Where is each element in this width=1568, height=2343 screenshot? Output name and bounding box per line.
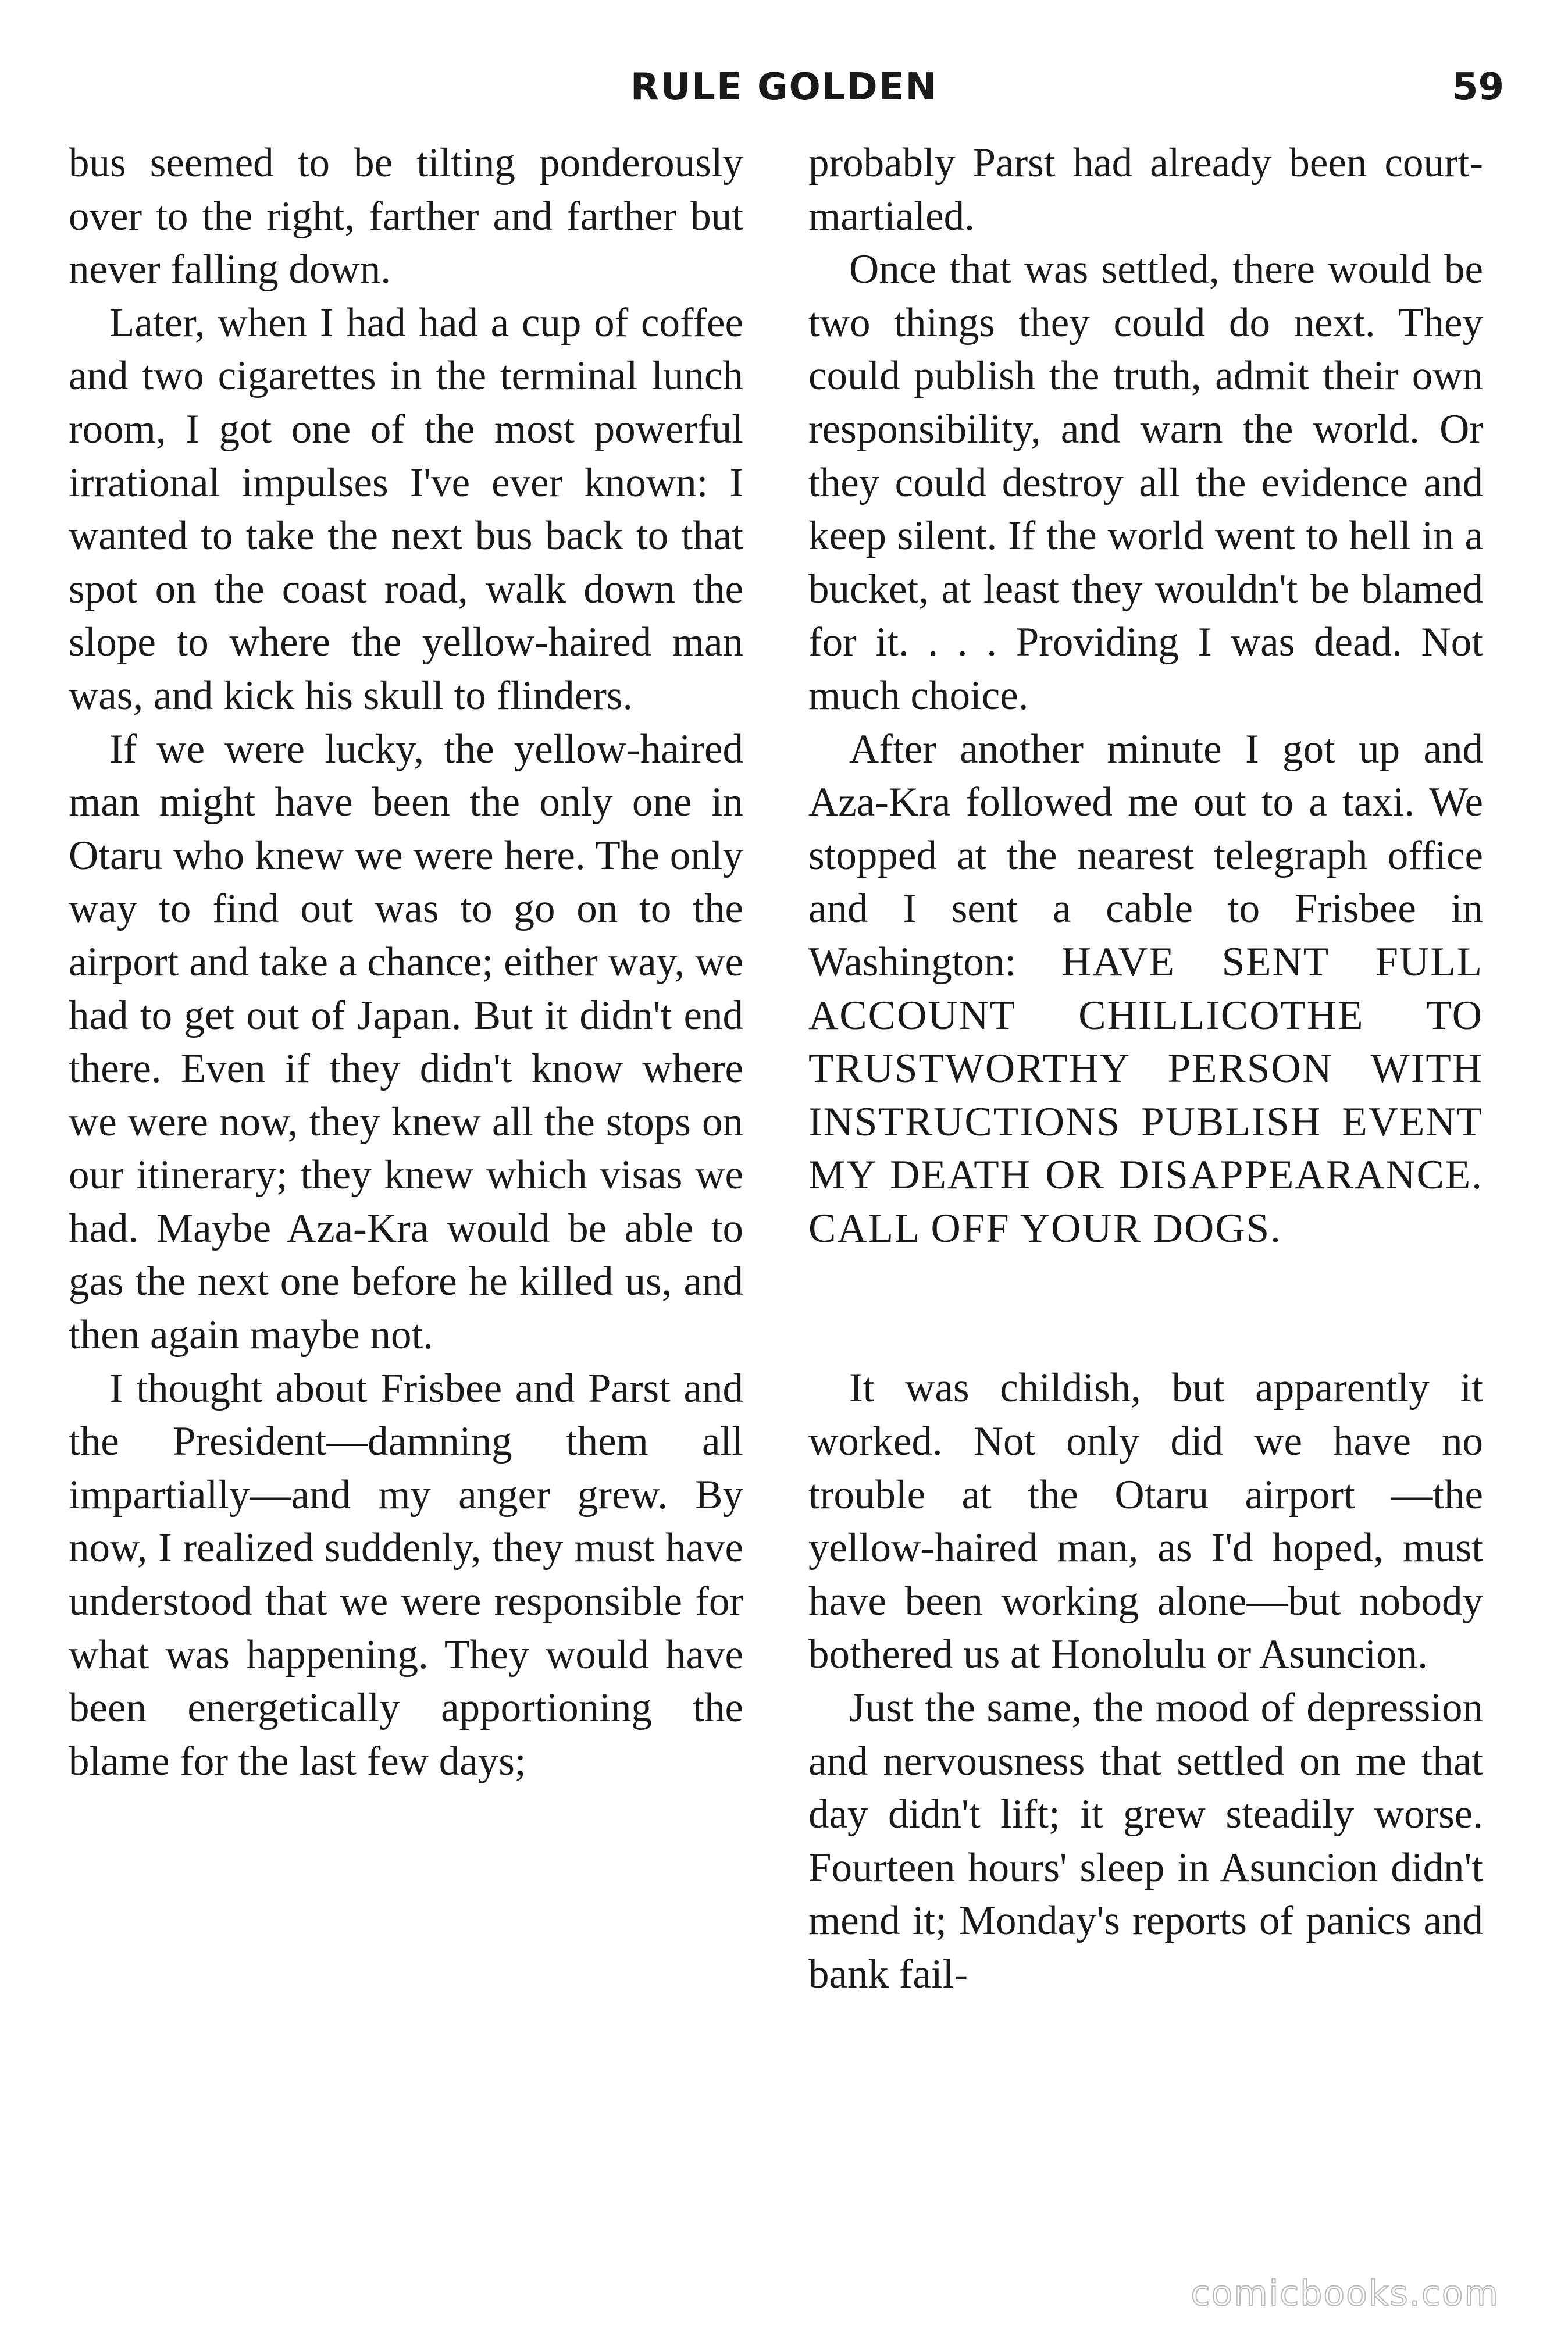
section-break [808,1255,1483,1362]
paragraph: bus seemed to be tilting ponderously over to the right, farther and farther but never falling down. [69,140,743,293]
page-header [64,61,1504,116]
watermark: comicbooks.com [1191,2273,1499,2314]
page-number: 59 [1452,66,1504,109]
left-column [69,137,743,1788]
paragraph: It was childish, but apparently it worked. Not only did we have no trouble at the Otaru airport —the yellow-haired man, as I'd hoped, must have been working alone—but nobody bothered us at Honolulu or Asuncion. [808,1365,1483,1678]
paragraph: probably Parst had already been court-martialed. [808,140,1483,239]
paragraph: Later, when I had had a cup of coffee and two cigarettes in the terminal lunch room, I got one of the most powerful irrational impulses I've ever known: I wanted to take the next bus back to that spot on the coast road, walk down the slope to where the yellow-haired man was, and kick his skull to flinders. [69,300,743,718]
paragraph [808,723,1483,1256]
paragraph: If we were lucky, the yellow-haired man might have been the only one in Otaru who knew we were here. The only way to find out was to go on to the airport and take a chance; either way, we had to get out of Japan. But it didn't end there. Even if they didn't know where we were now, they knew all the stops on our itinerary; they knew which visas we had. Maybe Aza-Kra would be able to gas the next one before he killed us, and then again maybe not. [69,726,743,1358]
right-column [808,137,1483,2002]
cable-text: HAVE SENT FULL ACCOUNT CHILLICOTHE TO TRUSTWORTHY PERSON WITH INSTRUCTIONS PUBLISH EVENT MY DEATH OR DISAPPEARANCE. CALL OFF YOUR DOGS. [808,939,1484,1251]
running-head: RULE GOLDEN [630,66,938,109]
paragraph: I thought about Frisbee and Parst and the President—damning them all impartially—and my anger grew. By now, I realized suddenly, they must have understood that we were responsible for what was happening. They would have been energetically apportioning the blame for the last few days; [69,1365,743,1784]
paragraph-text: After another minute I got up and Aza-Kra followed me out to a taxi. We stopped at the nearest telegraph office and I sent a cable to Frisbee in Washington: [808,726,1483,985]
paragraph: Once that was settled, there would be two things they could do next. They could publish the truth, admit their own responsibility, and warn the world. Or they could destroy all the evidence and keep silent. If the world went to hell in a bucket, at least they wouldn't be blamed for it. . . . Providing I was dead. Not much choice. [808,247,1483,718]
paragraph: Just the same, the mood of depression and nervousness that settled on me that day didn't lift; it grew steadily worse. Fourteen hours' sleep in Asuncion didn't mend it; Monday's reports of panics and bank fail- [808,1685,1483,1997]
